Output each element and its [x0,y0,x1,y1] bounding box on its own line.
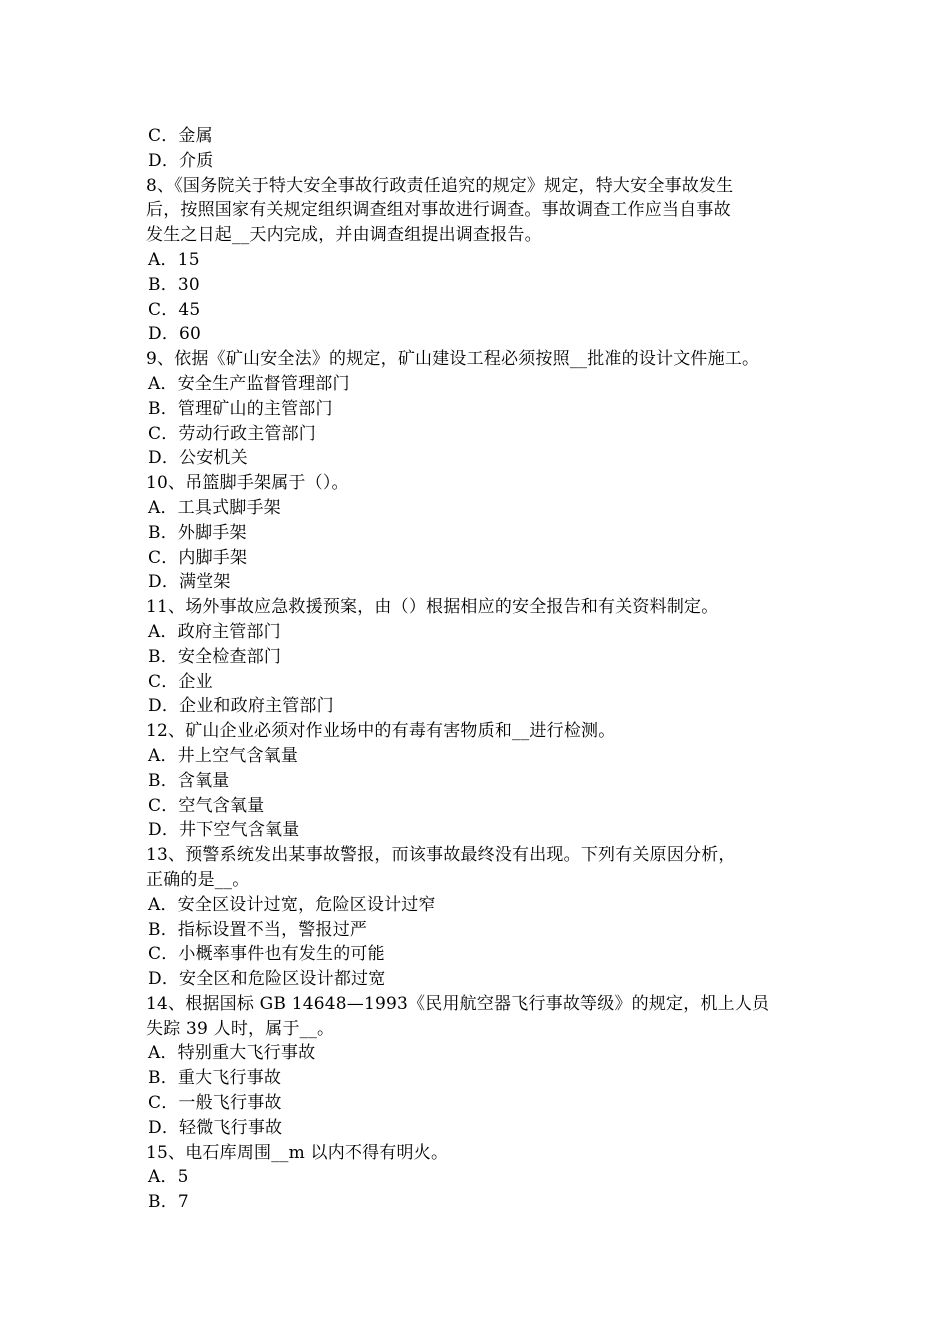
question-text: 后，按照国家有关规定组织调查组对事故进行调查。事故调查工作应当自事故 [146,200,731,221]
answer-option: D．井下空气含氧量 [148,820,300,841]
question-text: 10、吊篮脚手架属于（）。 [146,473,349,494]
answer-option: A．5 [148,1167,189,1188]
answer-option: C．劳动行政主管部门 [148,423,317,444]
answer-option: C．内脚手架 [148,547,248,568]
answer-option: D．企业和政府主管部门 [148,696,334,717]
answer-option: A．15 [148,249,200,270]
answer-option: A．井上空气含氧量 [148,745,299,766]
question-text: 11、场外事故应急救援预案，由（）根据相应的安全报告和有关资料制定。 [146,597,719,618]
document-body [146,124,826,1215]
answer-option: B．安全检查部门 [148,646,282,667]
answer-option: A．政府主管部门 [148,621,281,642]
answer-option: B．30 [148,274,200,295]
answer-option: B．管理矿山的主管部门 [148,398,333,419]
answer-option: D．安全区和危险区设计都过宽 [148,969,386,990]
answer-option: B．含氧量 [148,770,230,791]
question-text: 9、依据《矿山安全法》的规定，矿山建设工程必须按照__批准的设计文件施工。 [146,349,760,370]
answer-option: C．空气含氧量 [148,795,265,816]
answer-option: B．指标设置不当，警报过严 [148,919,368,940]
answer-option: D．满堂架 [148,572,231,593]
answer-option: A．特别重大飞行事故 [148,1043,316,1064]
question-text: 正确的是__。 [146,869,250,890]
question-text: 14、根据国标 GB 14648—1993《民用航空器飞行事故等级》的规定，机上人员 [146,993,770,1014]
question-text: 失踪 39 人时，属于__。 [146,1018,335,1039]
answer-option: A．工具式脚手架 [148,497,281,518]
question-text: 12、矿山企业必须对作业场中的有毒有害物质和__进行检测。 [146,721,616,742]
answer-option: A．安全生产监督管理部门 [148,373,350,394]
answer-option: D．轻微飞行事故 [148,1117,283,1138]
answer-option: C．小概率事件也有发生的可能 [148,944,385,965]
answer-option: D．公安机关 [148,448,248,469]
question-text: 15、电石库周围__m 以内不得有明火。 [146,1142,449,1163]
answer-option: A．安全区设计过宽，危险区设计过窄 [148,894,436,915]
answer-option: B．外脚手架 [148,522,247,543]
answer-option: C．一般飞行事故 [148,1093,282,1114]
answer-option: C．45 [148,299,201,320]
answer-option: D．介质 [148,150,214,171]
question-text: 13、预警系统发出某事故警报，而该事故最终没有出现。下列有关原因分析， [146,845,736,866]
answer-option: B．7 [148,1192,189,1213]
answer-option: C．企业 [148,671,213,692]
question-text: 8、《国务院关于特大安全事故行政责任追究的规定》规定，特大安全事故发生 [146,175,734,196]
answer-option: B．重大飞行事故 [148,1068,282,1089]
question-text: 发生之日起__天内完成，并由调查组提出调查报告。 [146,225,542,246]
answer-option: D．60 [148,324,202,345]
answer-option: C．金属 [148,126,213,146]
